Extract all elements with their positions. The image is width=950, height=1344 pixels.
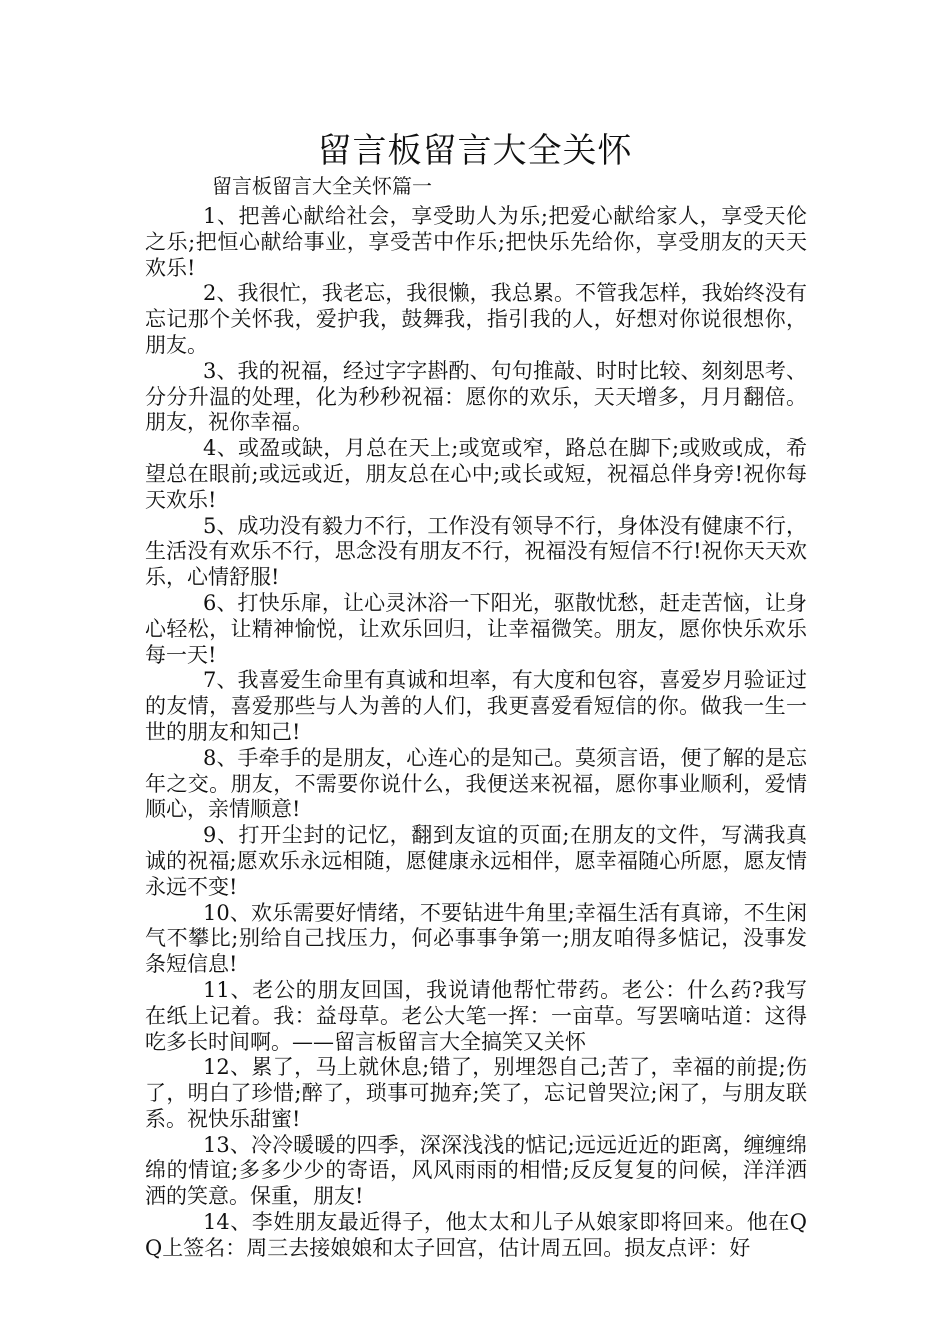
- paragraph-10: 10、欢乐需要好情绪，不要钻进牛角里;幸福生活有真谛，不生闲气不攀比;别给自己找压力，何必事事争第一;朋友咱得多惦记，没事发条短信息!: [145, 900, 807, 977]
- paragraph-14: 14、李姓朋友最近得子，他太太和儿子从娘家即将回来。他在QQ上签名：周三去接娘娘和太子回宫，估计周五回。损友点评：好: [145, 1210, 807, 1260]
- paragraph-6: 6、打快乐扉，让心灵沐浴一下阳光，驱散忧愁，赶走苦恼，让身心轻松，让精神愉悦，让欢乐回归，让幸福微笑。朋友，愿你快乐欢乐每一天!: [145, 590, 807, 667]
- paragraph-9: 9、打开尘封的记忆，翻到友谊的页面;在朋友的文件，写满我真诚的祝福;愿欢乐永远相随，愿健康永远相伴，愿幸福随心所愿，愿友情永远不变!: [145, 823, 807, 899]
- document-title: 留言板留言大全关怀: [317, 131, 633, 171]
- paragraph-4: 4、或盈或缺，月总在天上;或宽或窄，路总在脚下;或败或成，希望总在眼前;或远或近，朋友总在心中;或长或短，祝福总伴身旁!祝你每天欢乐!: [145, 436, 807, 512]
- paragraph-2: 2、我很忙，我老忘，我很懒，我总累。不管我怎样，我始终没有忘记那个关怀我，爱护我，鼓舞我，指引我的人，好想对你说很想你，朋友。: [145, 281, 807, 357]
- paragraph-12: 12、累了，马上就休息;错了，别埋怨自己;苦了，幸福的前提;伤了，明白了珍惜;醉了，琐事可抛弃;笑了，忘记曾哭泣;闲了，与朋友联系。祝快乐甜蜜!: [145, 1055, 807, 1131]
- document-body: [145, 204, 807, 1260]
- section-subtitle: 留言板留言大全关怀篇一: [212, 174, 432, 198]
- paragraph-7: 7、我喜爱生命里有真诚和坦率，有大度和包容，喜爱岁月验证过的友情，喜爱那些与人为善的人们，我更喜爱看短信的你。做我一生一世的朋友和知己!: [145, 668, 807, 744]
- paragraph-3: 3、我的祝福，经过字字斟酌、句句推敲、时时比较、刻刻思考、分分升温的处理，化为秒秒祝福：愿你的欢乐，天天增多，月月翻倍。朋友，祝你幸福。: [145, 358, 807, 435]
- paragraph-1: 1、把善心献给社会，享受助人为乐;把爱心献给家人，享受天伦之乐;把恒心献给事业，享受苦中作乐;把快乐先给你，享受朋友的天天欢乐!: [145, 204, 807, 280]
- paragraph-11: 11、老公的朋友回国，我说请他帮忙带药。老公：什么药?我写在纸上记着。我：益母草。老公大笔一挥：一亩草。写罢嘀咕道：这得吃多长时间啊。——留言板留言大全搞笑又关怀: [145, 977, 807, 1054]
- paragraph-5: 5、成功没有毅力不行，工作没有领导不行，身体没有健康不行，生活没有欢乐不行，思念没有朋友不行，祝福没有短信不行!祝你天天欢乐，心情舒服!: [145, 513, 807, 590]
- paragraph-8: 8、手牵手的是朋友，心连心的是知己。莫须言语，便了解的是忘年之交。朋友，不需要你说什么，我便送来祝福，愿你事业顺利，爱情顺心，亲情顺意!: [145, 745, 807, 822]
- paragraph-13: 13、冷冷暖暖的四季，深深浅浅的惦记;远远近近的距离，缠缠绵绵的情谊;多多少少的寄语，风风雨雨的相惜;反反复复的问候，洋洋洒洒的笑意。保重，朋友!: [145, 1132, 807, 1209]
